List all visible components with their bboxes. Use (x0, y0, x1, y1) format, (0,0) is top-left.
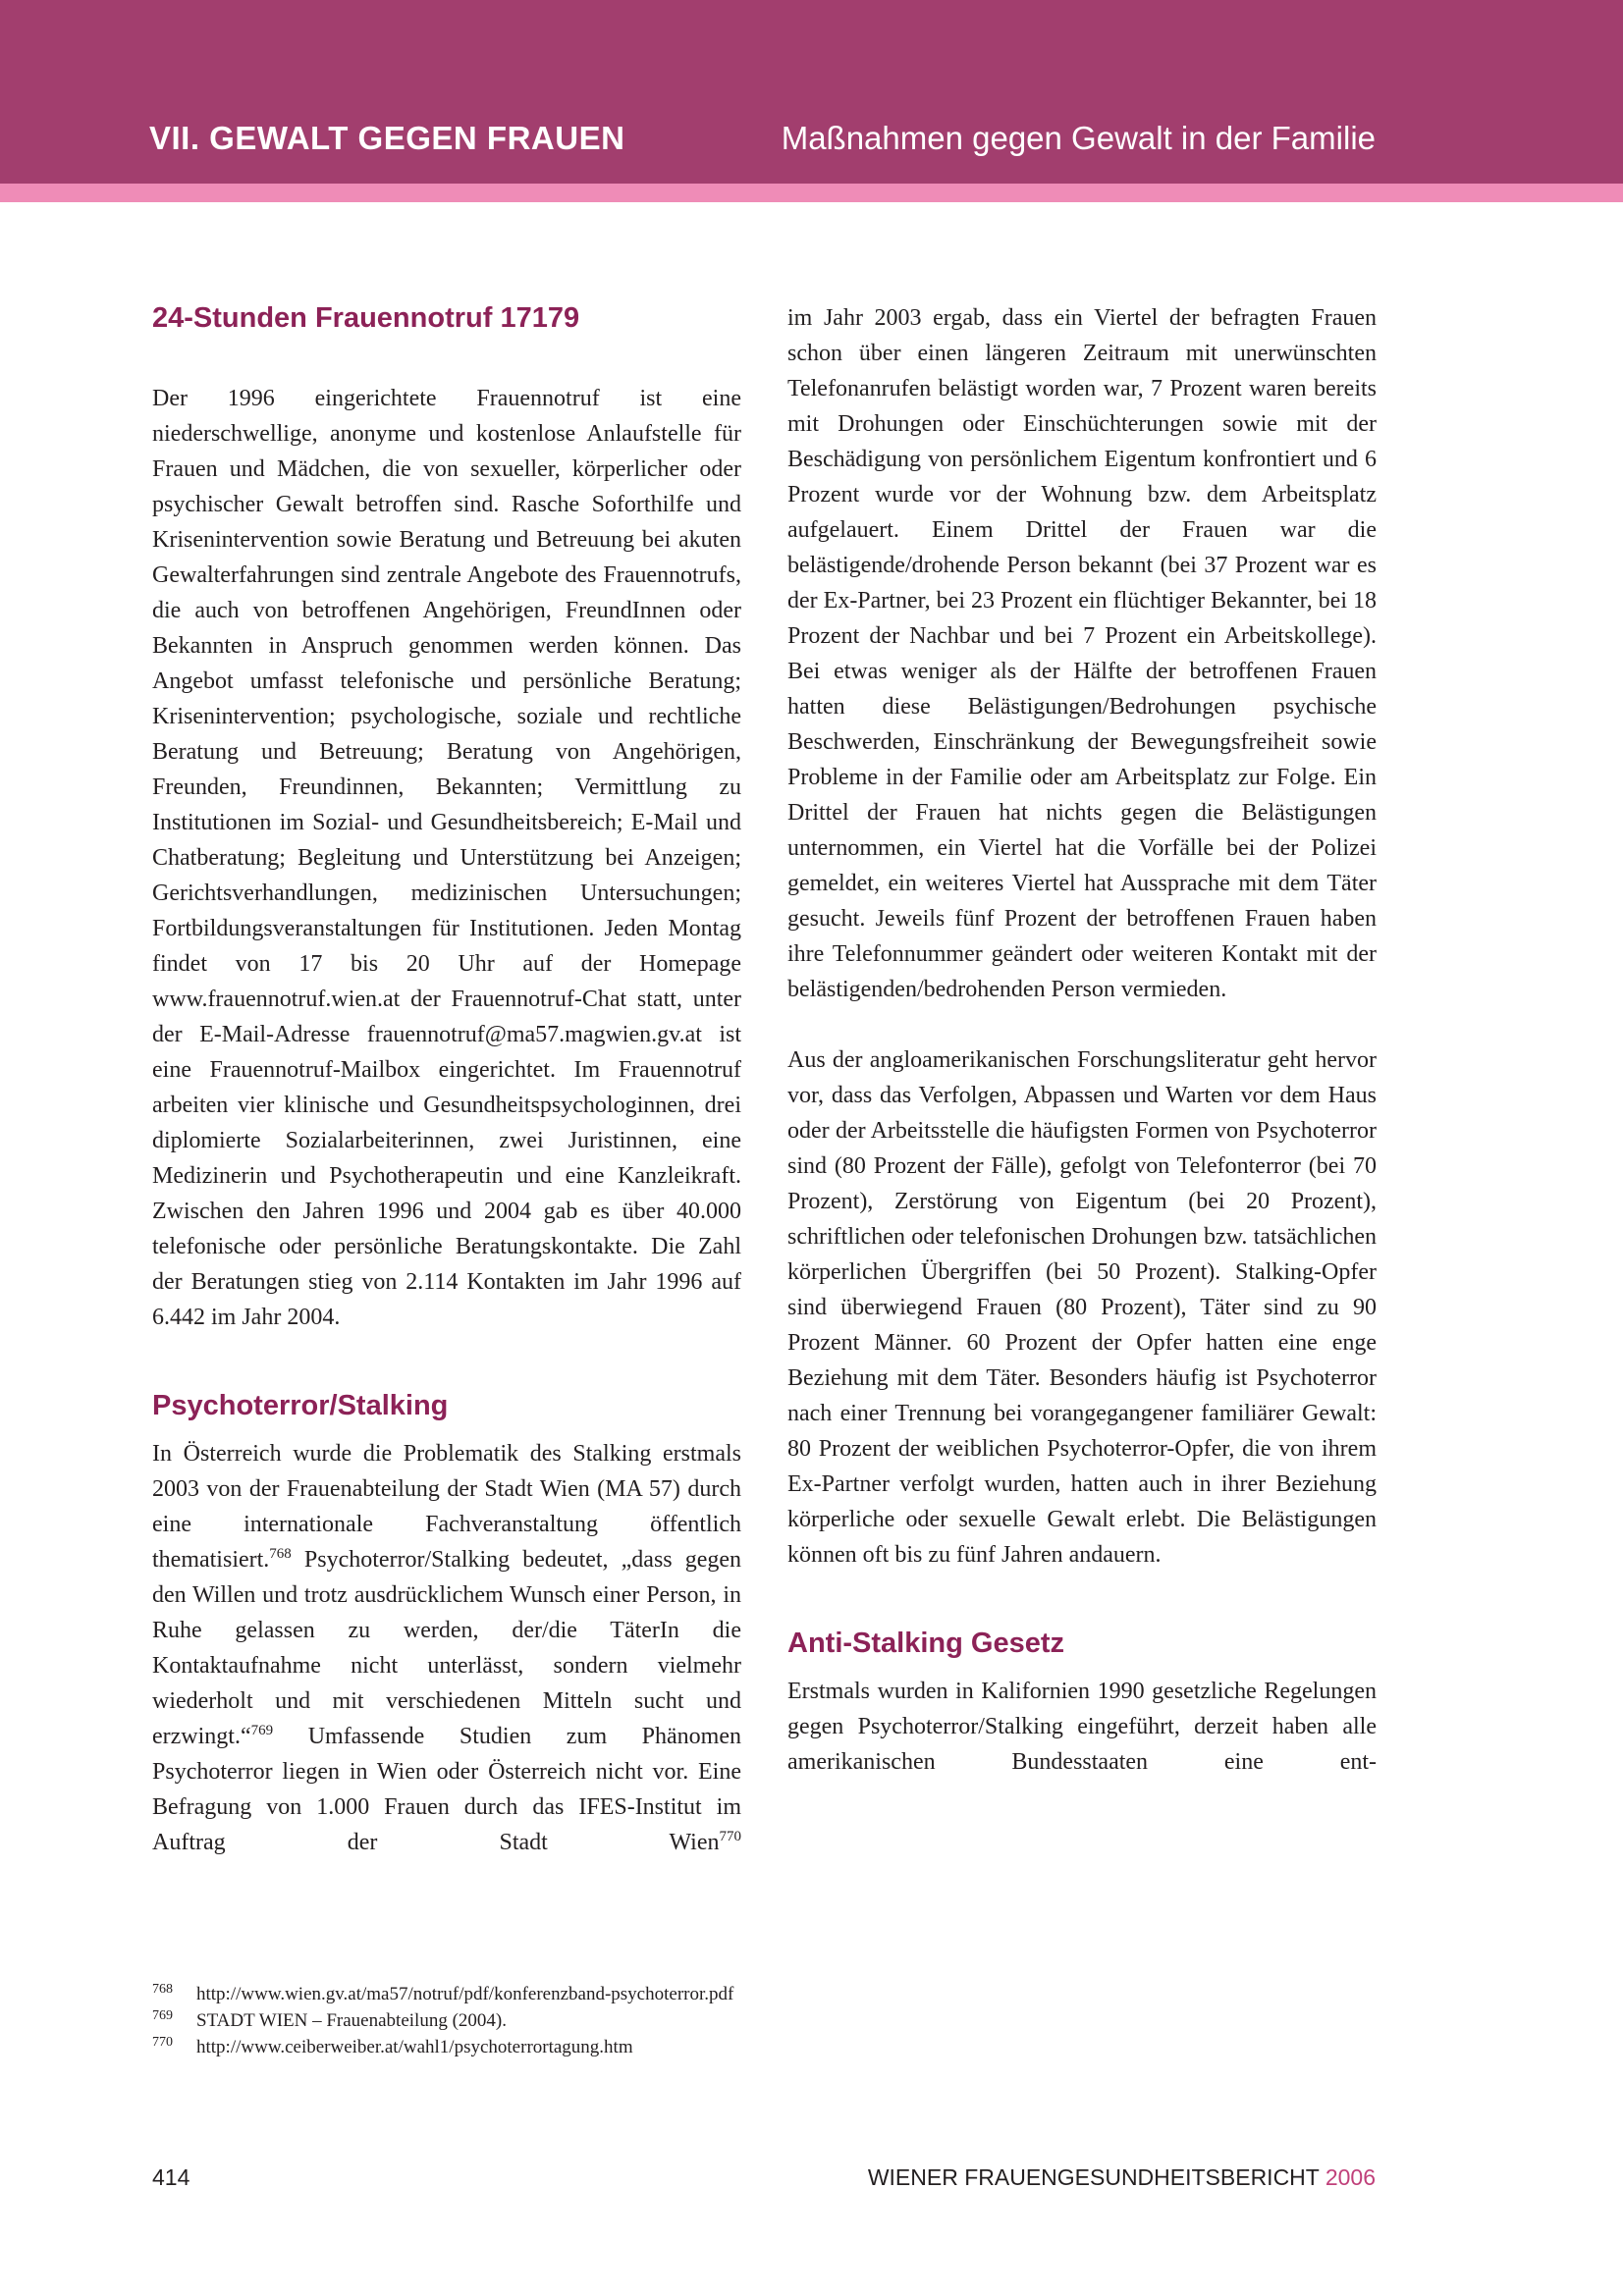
footnote (152, 1981, 1232, 2007)
footnote-ref-769: 769 (250, 1723, 274, 1738)
section-title: Maßnahmen gegen Gewalt in der Familie (781, 120, 1376, 156)
footnote-text: http://www.wien.gv.at/ma57/notruf/pdf/konferenzband-psychoterror.pdf (196, 1984, 734, 2004)
footnote (152, 2007, 1232, 2034)
stalking-text-2: Psychoterror/Stalking bedeutet, „dass gegen den Willen und trotz ausdrücklichem Wunsch einer Person, in Ruhe gelassen zu werden, der/die TäterIn die Kontaktaufnahme nicht unterlässt, sondern vielmehr wiederholt und mit verschiedenen Mitteln sucht und erzwingt.“ (152, 1547, 741, 1749)
paragraph-stalking-1 (152, 1436, 741, 1860)
footnote-ref-770: 770 (719, 1829, 741, 1844)
stalking-text-3: Umfassende Studien zum Phänomen Psychoterror liegen in Wien oder Österreich nicht vor. Eine Befragung von 1.000 Frauen durch das IFES-Institut im Auftrag der Stadt Wien (152, 1724, 741, 1855)
footnote-number: 769 (152, 2008, 173, 2023)
footnote-number: 770 (152, 2035, 173, 2050)
footnotes (152, 1981, 1232, 2060)
paragraph-stalking-research: Aus der angloamerikanischen Forschungsliteratur geht hervor vor, dass das Verfolgen, Abpassen und Warten vor dem Haus oder der Arbeitsstelle die häufigsten Formen von Psychoterror sind (80 Prozent der Fälle), gefolgt von Telefonterror (bei 70 Prozent), Zerstörung von Eigentum (bei 20 Prozent), schriftlichen oder telefonischen Drohungen bzw. tatsächlichen körperlichen Übergriffen (bei 50 Prozent). Stalking-Opfer sind überwiegend Frauen (80 Prozent), Täter sind zu 90 Prozent Männer. 60 Prozent der Opfer hatten eine enge Beziehung mit dem Täter. Besonders häufig ist Psychoterror nach einer Trennung bei vorangegangener familiärer Gewalt: 80 Prozent der weiblichen Psychoterror-Opfer, die von ihrem Ex-Partner verfolgt wurden, hatten auch in ihrer Beziehung körperliche oder sexuelle Gewalt erlebt. Die Belästigungen können oft bis zu fünf Jahren andauern. (787, 1047, 1377, 1568)
footnote-text: STADT WIEN – Frauenabteilung (2004). (196, 2010, 507, 2031)
left-column (152, 300, 741, 1860)
chapter-title: VII. GEWALT GEGEN FRAUEN (149, 120, 625, 156)
report-name: WIENER FRAUENGESUNDHEITSBERICHT (867, 2164, 1320, 2190)
heading-anti-stalking: Anti-Stalking Gesetz (787, 1628, 1064, 1659)
report-year: 2006 (1325, 2164, 1376, 2190)
header-stripe (0, 184, 1623, 202)
footnote-number: 768 (152, 1982, 173, 1997)
footnote (152, 2034, 1232, 2060)
right-column (787, 300, 1377, 1780)
footnote-ref-768: 768 (269, 1546, 292, 1562)
page-number: 414 (152, 2164, 190, 2190)
report-title (868, 2164, 1376, 2191)
heading-stalking: Psychoterror/Stalking (152, 1390, 449, 1421)
heading-frauennotruf: 24-Stunden Frauennotruf 17179 (152, 302, 580, 334)
footnote-text: http://www.ceiberweiber.at/wahl1/psychoterrortagung.htm (196, 2037, 633, 2057)
paragraph-anti-stalking: Erstmals wurden in Kalifornien 1990 gesetzliche Regelungen gegen Psychoterror/Stalking eingeführt, derzeit haben alle amerikanischen Bundesstaaten eine ent- (787, 1679, 1377, 1775)
paragraph-frauennotruf: Der 1996 eingerichtete Frauennotruf ist eine niederschwellige, anonyme und kostenlose Anlaufstelle für Frauen und Mädchen, die von sexueller, körperlicher oder psychischer Gewalt betroffen sind. Rasche Soforthilfe und Krisenintervention sowie Beratung und Betreuung bei akuten Gewalterfahrungen sind zentrale Angebote des Frauennotrufs, die auch von betroffenen Angehörigen, FreundInnen oder Bekannten in Anspruch genommen werden können. Das Angebot umfasst telefonische und persönliche Beratung; Krisenintervention; psychologische, soziale und rechtliche Beratung und Betreuung; Beratung von Angehörigen, Freunden, Freundinnen, Bekannten; Vermittlung zu Institutionen im Sozial- und Gesundheitsbereich; E-Mail und Chatberatung; Begleitung und Unterstützung bei Anzeigen; Gerichtsverhandlungen, medizinischen Untersuchungen; Fortbildungsveranstaltungen für Institutionen. Jeden Montag findet von 17 bis 20 Uhr auf der Homepage www.frauennotruf.wien.at der Frauennotruf-Chat statt, unter der E-Mail-Adresse frauennotruf@ma57.magwien.gv.at ist eine Frauennotruf-Mailbox eingerichtet. Im Frauennotruf arbeiten vier klinische und Gesundheitspsychologinnen, drei diplomierte Sozialarbeiterinnen, zwei Juristinnen, eine Medizinerin und Psychotherapeutin und eine Kanzleikraft. Zwischen den Jahren 1996 und 2004 gab es über 40.000 telefonische oder persönliche Beratungskontakte. Die Zahl der Beratungen stieg von 2.114 Kontakten im Jahr 1996 auf 6.442 im Jahr 2004. (152, 386, 741, 1330)
paragraph-stalking-continued: im Jahr 2003 ergab, dass ein Viertel der befragten Frauen schon über einen längeren Zeitraum mit unerwünschten Telefonanrufen belästigt worden war, 7 Prozent waren bereits mit Drohungen oder Einschüchterungen sowie mit der Beschädigung von persönlichem Eigentum konfrontiert und 6 Prozent wurde vor der Wohnung bzw. dem Arbeitsplatz aufgelauert. Einem Drittel der Frauen war die belästigende/drohende Person bekannt (bei 37 Prozent war es der Ex-Partner, bei 23 Prozent ein flüchtiger Bekannter, bei 18 Prozent der Nachbar und bei 7 Prozent ein Arbeitskollege). Bei etwas weniger als der Hälfte der betroffenen Frauen hatten diese Belästigungen/Bedrohungen psychische Beschwerden, Einschränkung der Bewegungsfreiheit sowie Probleme in der Familie oder am Arbeitsplatz zur Folge. Ein Drittel der Frauen hat nichts gegen die Belästigungen unternommen, ein Viertel hat die Vorfälle bei der Polizei gemeldet, ein weiteres Viertel hat Aussprache mit dem Täter gesucht. Jeweils fünf Prozent der betroffenen Frauen haben ihre Telefonnummer geändert oder weiteren Kontakt mit der belästigenden/bedrohenden Person vermieden. (787, 305, 1377, 1002)
stalking-text-1: In Österreich wurde die Problematik des Stalking erstmals 2003 von der Frauenabteilung der Stadt Wien (MA 57) durch eine internationale Fachveranstaltung öffentlich thematisiert. (152, 1441, 741, 1573)
